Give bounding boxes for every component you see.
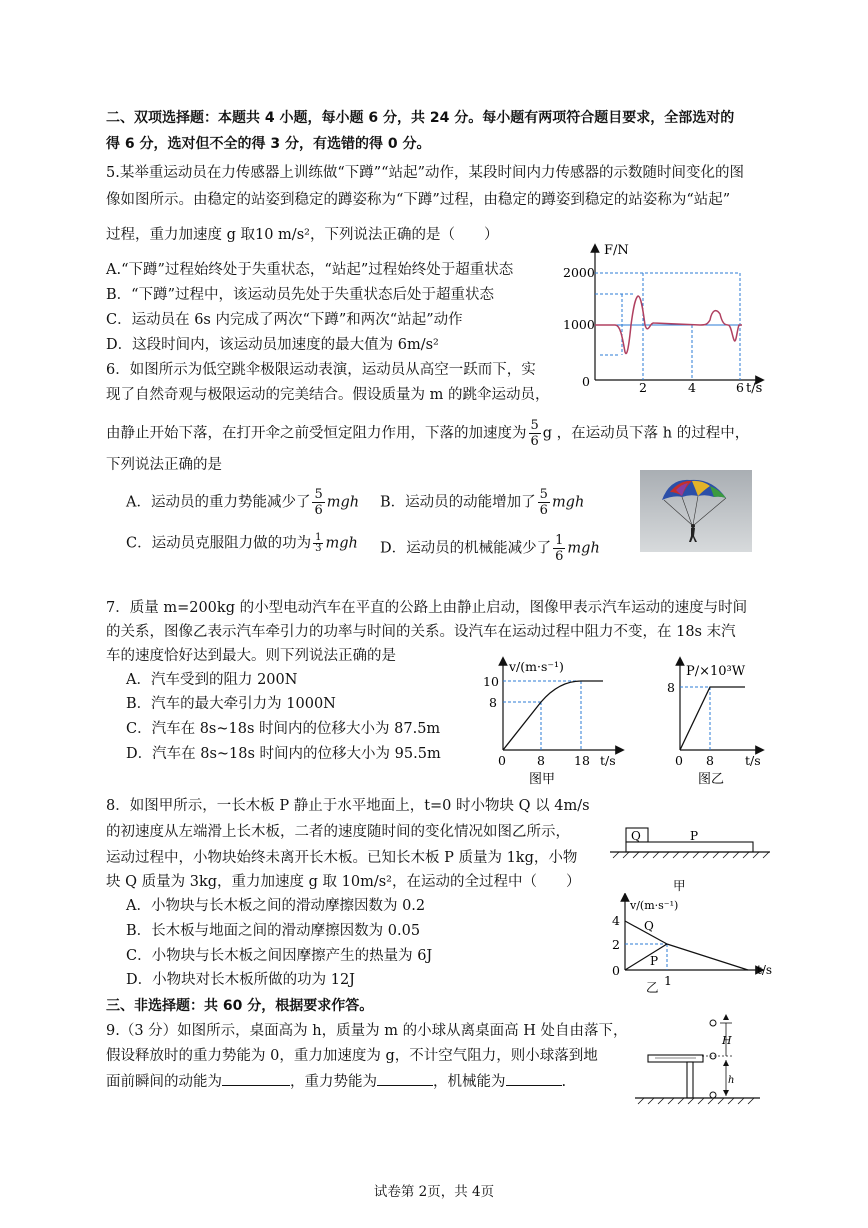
x-tick-0: 0 [498, 753, 506, 768]
q6-option-d: D．运动员的机械能减少了 $\frac{1}{6}$ mgh [380, 533, 600, 564]
q7-power-graph [660, 655, 775, 790]
q6-stem-3-text: 由静止开始下落，在打开伞之前受恒定阻力作用，下落的加速度为 [106, 425, 527, 442]
q7-stem-2: 的关系，图像乙表示汽车牵引力的功率与时间的关系。设汽车在运动过程中阻力不变，在 18s 末汽 [106, 624, 736, 640]
x-tick-8: 8 [706, 753, 714, 768]
answer-blank-potential[interactable] [377, 1071, 433, 1086]
q5-force-graph [560, 240, 770, 395]
q9-stem-2: 假设释放时的重力势能为 0，重力加速度为 g，不计空气阻力，则小球落到地 [106, 1048, 598, 1064]
x-tick-8: 8 [537, 753, 545, 768]
x-axis-label: t/s [757, 963, 773, 977]
q7-option-c: C．汽车在 8s~18s 时间内的位移大小为 87.5m [126, 721, 441, 737]
q8-stem-2: 的初速度从左端滑上长木板，二者的速度随时间的变化情况如图乙所示， [106, 824, 570, 840]
x-axis-label: t/s [600, 753, 616, 768]
p-line [625, 944, 667, 970]
label-q: Q [644, 919, 654, 933]
q5-stem-3: 过程，重力加速度 g 取10 m/s²，下列说法正确的是（ ） [106, 227, 499, 243]
parachute-photo [640, 470, 752, 552]
caption: 乙 [646, 980, 659, 993]
label-p: P [650, 954, 659, 968]
label-h: h [728, 1075, 735, 1086]
y-tick-4: 4 [612, 913, 620, 928]
x-tick-6: 6 [736, 380, 744, 395]
x-axis-label: t/s [745, 753, 761, 768]
y-tick-0: 0 [612, 963, 620, 978]
q6-option-c: C．运动员克服阻力做的功为 $\frac{1}{3}$ mgh [126, 532, 358, 554]
q8-stem-1: 8．如图甲所示，一长木板 P 静止于水平地面上，t=0 时小物块 Q 以 4m/s [106, 798, 590, 814]
caption: 甲 [673, 878, 686, 893]
label-p: P [690, 829, 699, 843]
y-tick-0: 0 [582, 374, 590, 389]
q6-stem-3 [106, 418, 749, 449]
y-tick-1000: 1000 [563, 317, 595, 332]
x-tick-4: 4 [688, 380, 696, 395]
q7-option-b: B．汽车的最大牵引力为 1000N [126, 696, 336, 712]
page-footer: 试卷第 2页，共 4页 [373, 1184, 495, 1200]
q9-stem-1: 9.（3 分）如图所示，桌面高为 h，质量为 m 的小球从离桌面高 H 处自由落下， [106, 1023, 628, 1039]
q6-stem-4: 下列说法正确的是 [106, 457, 222, 473]
q7-option-d: D．汽车在 8s~18s 时间内的位移大小为 95.5m [126, 746, 441, 762]
y-tick-8: 8 [489, 695, 497, 710]
q8-stem-3: 运动过程中，小物块始终未离开长木板。已知长木板 P 质量为 1kg，小物 [106, 850, 578, 866]
q5-option-a: A.“下蹲”过程始终处于失重状态，“站起”过程始终处于超重状态 [106, 262, 514, 278]
q8-stem-4: 块 Q 质量为 3kg，重力加速度 g 取 10m/s²，在运动的全过程中（ ） [106, 874, 581, 890]
y-tick-10: 10 [483, 674, 499, 689]
label-H: H [722, 1034, 732, 1047]
x-tick-1: 1 [664, 973, 672, 988]
q5-stem-2: 像如图所示。由稳定的站姿到稳定的蹲姿称为“下蹲”过程，由稳定的蹲姿到稳定的站姿称为“站起” [106, 192, 731, 208]
q6-option-a: A．运动员的重力势能减少了 $\frac{5}{6}$ mgh [126, 487, 360, 518]
y-axis-label: v/(m·s⁻¹) [509, 659, 564, 674]
section3-title: 三、非选择题：共 60 分，根据要求作答。 [106, 998, 374, 1014]
q8-vt-graph [600, 893, 775, 993]
y-axis-label: v/(m·s⁻¹) [630, 899, 679, 912]
caption: 图甲 [529, 772, 556, 787]
section2-title-cont: 得 6 分，选对但不全的得 3 分，有选错的得 0 分。 [106, 136, 431, 152]
q8-option-a: A．小物块与长木板之间的滑动摩擦因数为 0.2 [126, 898, 426, 914]
x-axis-label: t/s [746, 381, 763, 395]
y-tick-8: 8 [667, 680, 675, 695]
y-tick-2000: 2000 [563, 265, 595, 280]
q5-option-b: B．“下蹲”过程中，该运动员先处于失重状态后处于超重状态 [106, 287, 494, 303]
q7-option-a: A．汽车受到的阻力 200N [126, 672, 298, 688]
q8-board-figure [605, 820, 775, 895]
q6-stem-2: 现了自然奇观与极限运动的完美结合。假设质量为 m 的跳伞运动员， [106, 387, 550, 403]
common-line [667, 944, 748, 970]
caption: 图乙 [698, 772, 725, 787]
q6-stem-1: 6．如图所示为低空跳伞极限运动表演，运动员从高空一跃而下，实 [106, 362, 536, 378]
q7-velocity-graph [478, 655, 628, 790]
q9-table-figure [630, 1010, 765, 1110]
q5-stem-1: 5.某举重运动员在力传感器上训练做“下蹲”“站起”动作，某段时间内力传感器的示数随时间变化的图 [106, 165, 744, 181]
power-curve [680, 687, 745, 750]
q9-stem-3: 面前瞬间的动能为 ，重力势能为 ，机械能为 . [106, 1071, 566, 1092]
y-tick-2: 2 [612, 937, 620, 952]
section2-title: 二、双项选择题：本题共 4 小题，每小题 6 分，共 24 分。每小题有两项符合题目要求，全部选对的 [106, 110, 735, 126]
q5-option-c: C．运动员在 6s 内完成了两次“下蹲”和两次“站起”动作 [106, 312, 463, 328]
table-top [648, 1055, 703, 1062]
label-q: Q [631, 829, 641, 843]
q7-stem-1: 7．质量 m=200kg 的小型电动汽车在平直的公路上由静止启动，图像甲表示汽车运动的速度与时间 [106, 600, 748, 616]
answer-blank-mechanical[interactable] [506, 1071, 562, 1086]
q5-option-d: D．这段时间内，该运动员加速度的最大值为 6m/s² [106, 337, 439, 353]
x-tick-0: 0 [675, 753, 683, 768]
q8-option-d: D．小物块对长木板所做的功为 12J [126, 972, 355, 988]
q8-option-c: C．小物块与长木板之间因摩擦产生的热量为 6J [126, 948, 433, 964]
y-axis-label: P/×10³W [686, 664, 746, 679]
table-leg [687, 1062, 693, 1098]
board-p [626, 842, 753, 852]
q7-stem-3: 车的速度恰好达到最大。则下列说法正确的是 [106, 648, 396, 664]
answer-blank-kinetic[interactable] [222, 1071, 290, 1086]
q6-stem-3-tail: g ，在运动员下落 h 的过程中， [542, 425, 750, 442]
q6-accel-fraction: $\frac{5}{6}$ [530, 418, 539, 449]
q8-option-b: B．长木板与地面之间的滑动摩擦因数为 0.05 [126, 923, 421, 939]
velocity-curve [503, 681, 603, 750]
q6-option-b: B．运动员的动能增加了 $\frac{5}{6}$ mgh [380, 487, 585, 518]
x-tick-18: 18 [574, 753, 590, 768]
y-axis-label: F/N [604, 243, 629, 258]
x-tick-2: 2 [639, 380, 647, 395]
